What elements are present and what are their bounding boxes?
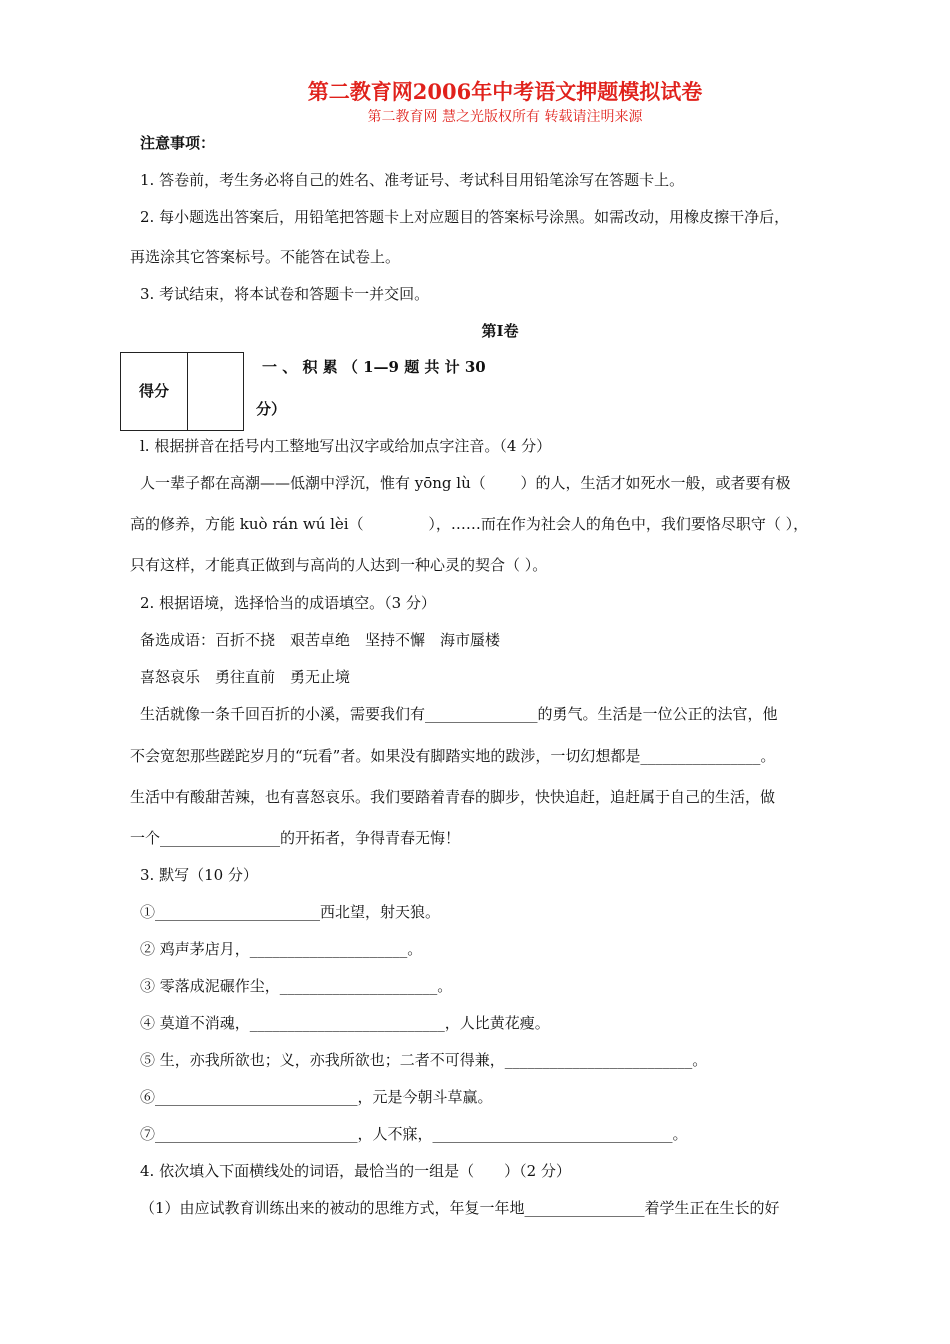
q4-line-1: （1）由应试教育训练出来的被动的思维方式，年复一年地________________着学生正在生长的好 [140,1199,780,1217]
q2-options-1: 备选成语：百折不挠 艰苦卓绝 坚持不懈 海市蜃楼 [140,631,501,649]
volume-heading: 第Ⅰ卷 [481,322,519,340]
q3-item: ② 鸡声茅店月，_____________________。 [140,940,423,958]
q2-line-3: 生活中有酸甜苦辣，也有喜怒哀乐。我们要踏着青春的脚步，快快追赶，追赶属于自己的生活，做 [130,788,776,806]
q2-line-4: 一个________________的开拓者，争得青春无悔！ [130,829,461,847]
notice-item-2: 2. 每小题选出答案后，用铅笔把答题卡上对应题目的答案标号涂黑。如需改动，用橡皮擦干净后， [140,208,790,226]
q3-item: ④ 莫道不消魂，__________________________，人比黄花瘦。 [140,1014,550,1032]
q2-line-2: 不会宽恕那些蹉跎岁月的“玩看”者。如果没有脚踏实地的跋涉，一切幻想都是________________。 [130,747,776,765]
notice-item-2-cont: 再选涂其它答案标号。不能答在试卷上。 [130,248,401,266]
q1-line-3: 只有这样，才能真正做到与高尚的人达到一种心灵的契合（ ）。 [130,556,548,574]
q4-stem: 4. 依次填入下面横线处的词语，最恰当的一组是（ ）（2 分） [140,1162,571,1180]
q2-stem: 2. 根据语境，选择恰当的成语填空。（3 分） [140,594,436,612]
section1-heading-cont: 分） [256,400,287,418]
q2-line-1: 生活就像一条千回百折的小溪，需要我们有_______________的勇气。生活是一位公正的法官，他 [140,705,778,723]
page-title: 第二教育网2006年中考语文押题模拟试卷 [307,79,703,104]
q1-line-2: 高的修养，方能 kuò rán wú lèi（ ），……而在作为社会人的角色中，我们要恪尽职守（ ）， [130,515,809,533]
notice-item-1: 1. 答卷前，考生务必将自己的姓名、准考证号、考试科目用铅笔涂写在答题卡上。 [140,171,685,189]
notice-item-3: 3. 考试结束，将本试卷和答题卡一并交回。 [140,285,430,303]
copyright-subtitle: 第二教育网 慧之光版权所有 转载请注明来源 [367,109,643,125]
section1-heading: 一 、 积 累 （ 1—9 题 共 计 30 [262,358,486,376]
notice-heading: 注意事项： [140,134,216,152]
score-label: 得分 [138,382,169,400]
q1-stem: l. 根据拼音在括号内工整地写出汉字或给加点字注音。（4 分） [140,437,552,455]
q3-stem: 3. 默写（10 分） [140,866,258,884]
q3-item: ③ 零落成泥碾作尘，_____________________。 [140,977,453,995]
q3-item: ⑥___________________________，元是今朝斗草赢。 [140,1088,493,1106]
q3-item: ⑤ 生，亦我所欲也；义，亦我所欲也；二者不可得兼，_________________________。 [140,1051,708,1069]
q2-options-2: 喜怒哀乐 勇往直前 勇无止境 [140,668,351,686]
score-box [120,352,244,431]
q3-item: ①______________________西北望，射天狼。 [140,903,441,921]
score-box-divider [187,353,188,430]
q3-item: ⑦___________________________，人不寐，________________________________。 [140,1125,688,1143]
q1-line-1: 人一辈子都在高潮——低潮中浮沉，惟有 yōng lù（ ）的人，生活才如死水一般，或者要有极 [140,474,791,492]
